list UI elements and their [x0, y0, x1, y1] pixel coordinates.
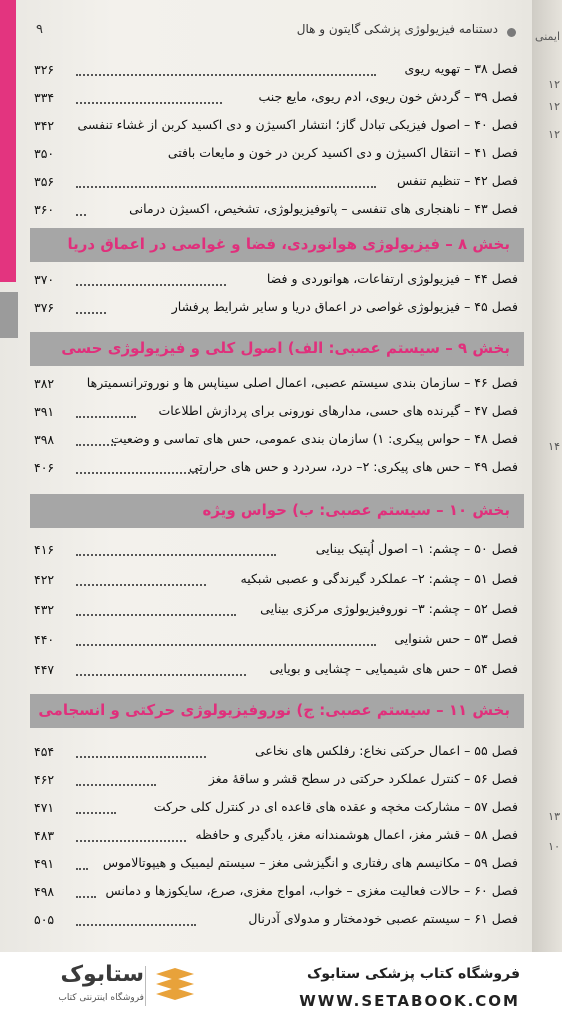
- chapter-title: فصل ۴۵ – فیزیولوژی غواصی در اعماق دریا و سایر شرایط پرفشار: [171, 299, 518, 314]
- page-header: [36, 22, 516, 46]
- chapter-page: ۳۸۲: [34, 376, 55, 391]
- chapter-title: فصل ۵۲ – چشم: ۳– نوروفیزیولوژی مرکزی بینایی: [260, 601, 518, 616]
- dot-leader: [76, 924, 196, 926]
- part-heading: [30, 332, 524, 366]
- toc-row: [28, 112, 524, 140]
- chapter-title: فصل ۴۳ – ناهنجاری های تنفسی – پاتوفیزیولوژی، تشخیص، اکسیژن درمانی: [129, 201, 518, 216]
- chapter-page: ۳۹۸: [34, 432, 55, 447]
- part-title: بخش ۹ – سیستم عصبی: الف) اصول کلی و فیزیولوژی حسی: [61, 339, 510, 357]
- toc-row: [28, 140, 524, 168]
- bullet-icon: [507, 28, 516, 37]
- chapter-title: فصل ۵۰ – چشم: ۱– اصول اُپتیک بینایی: [315, 541, 518, 556]
- toc-row: [28, 84, 524, 112]
- chapter-page: ۴۹۱: [34, 856, 55, 871]
- edge-text: ۱۲: [548, 128, 560, 141]
- chapter-page: ۳۶۰: [34, 202, 55, 217]
- chapter-title: فصل ۵۵ – اعمال حرکتی نخاع: رفلکس های نخاعی: [254, 743, 518, 758]
- chapter-title: فصل ۳۹ – گردش خون ریوی، ادم ریوی، مایع جنب: [258, 89, 518, 104]
- chapter-title: فصل ۴۰ – اصول فیزیکی تبادل گاز؛ انتشار اکسیژن و دی اکسید کربن از غشاء تنفسی: [77, 117, 518, 132]
- book-stack-icon: [152, 966, 198, 1006]
- setabook-logo[interactable]: [18, 962, 144, 1010]
- shop-name: فروشگاه کتاب پزشکی ستابوک: [307, 966, 520, 982]
- chapter-page: ۳۹۱: [34, 404, 55, 419]
- chapter-page: ۴۹۸: [34, 884, 55, 899]
- chapter-title: فصل ۶۱ – سیستم عصبی خودمختار و مدولای آدرنال: [248, 911, 518, 926]
- chapter-page: ۳۳۴: [34, 90, 55, 105]
- dot-leader: [76, 756, 206, 758]
- dot-leader: [76, 214, 86, 216]
- website-link[interactable]: WWW.SETABOOK.COM: [299, 992, 520, 1010]
- toc-row: [28, 398, 524, 426]
- chapter-title: فصل ۵۴ – حس های شیمیایی – چشایی و بویایی: [269, 661, 518, 676]
- chapter-page: ۴۳۲: [34, 602, 55, 617]
- toc-row: [28, 626, 524, 654]
- chapter-page: ۴۵۴: [34, 744, 55, 759]
- toc-row: [28, 56, 524, 84]
- toc-row: [28, 850, 524, 878]
- chapter-page: ۳۷۰: [34, 272, 55, 287]
- adjacent-page-edge: [532, 0, 562, 952]
- toc-row: [28, 738, 524, 766]
- edge-text: ایمنی: [535, 30, 560, 43]
- chapter-title: فصل ۵۹ – مکانیسم های رفتاری و انگیزشی مغز – سیستم لیمبیک و هیپوتالاموس: [102, 855, 518, 870]
- dot-leader: [76, 784, 156, 786]
- chapter-page: ۳۵۶: [34, 174, 55, 189]
- chapter-page: ۵۰۵: [34, 912, 55, 927]
- dot-leader: [76, 312, 106, 314]
- dot-leader: [76, 614, 236, 616]
- toc-row: [28, 370, 524, 398]
- logo-divider: [145, 966, 146, 1006]
- toc-row: [28, 266, 524, 294]
- chapter-title: فصل ۵۸ – قشر مغز، اعمال هوشمندانه مغز، یادگیری و حافظه: [195, 827, 518, 842]
- toc-row: [28, 426, 524, 454]
- dot-leader: [76, 102, 222, 104]
- chapter-title: فصل ۴۹ – حس های پیکری: ۲– درد، سردرد و حس های حرارتی: [188, 459, 518, 474]
- edge-text: ۱۳: [548, 810, 560, 823]
- part-heading: [30, 228, 524, 262]
- chapter-page: ۴۴۰: [34, 632, 55, 647]
- page-number: ۹: [36, 22, 43, 37]
- chapter-title: فصل ۴۴ – فیزیولوژی ارتفاعات، هوانوردی و فضا: [266, 271, 518, 286]
- toc-row: [28, 168, 524, 196]
- dot-leader: [76, 186, 376, 188]
- dot-leader: [76, 584, 206, 586]
- part-heading: [30, 494, 524, 528]
- chapter-page: ۳۲۶: [34, 62, 55, 77]
- dot-leader: [76, 472, 206, 474]
- book-title: دستنامه فیزیولوژی پزشکی گایتون و هال: [296, 22, 498, 36]
- chapter-page: ۴۲۲: [34, 572, 55, 587]
- chapter-title: فصل ۳۸ – تهویه ریوی: [404, 61, 518, 76]
- chapter-title: فصل ۵۶ – کنترل عملکرد حرکتی در سطح قشر و ساقهٔ مغز: [208, 771, 518, 786]
- toc-row: [28, 536, 524, 564]
- chapter-title: فصل ۵۳ – حس شنوایی: [394, 631, 518, 646]
- toc-row: [28, 566, 524, 594]
- logo-wordmark: ستابوک: [60, 962, 144, 987]
- chapter-page: ۴۸۳: [34, 828, 55, 843]
- edge-text: ۱۰: [548, 840, 560, 853]
- dot-leader: [76, 896, 96, 898]
- toc-row: [28, 596, 524, 624]
- chapter-title: فصل ۶۰ – حالات فعالیت مغزی – خواب، امواج مغزی، صرع، سایکوزها و دمانس: [105, 883, 518, 898]
- toc-row: [28, 196, 524, 224]
- chapter-page: ۴۷۱: [34, 800, 55, 815]
- toc-row: [28, 794, 524, 822]
- edge-text: ۱۴: [548, 440, 560, 453]
- toc-row: [28, 766, 524, 794]
- chapter-page: ۳۴۲: [34, 118, 55, 133]
- gray-edge-tab: [0, 292, 18, 338]
- part-title: بخش ۸ – فیزیولوژی هوانوردی، فضا و غواصی در اعماق دریا: [67, 235, 510, 253]
- chapter-title: فصل ۵۱ – چشم: ۲– عملکرد گیرندگی و عصبی شبکیه: [240, 571, 518, 586]
- chapter-title: فصل ۴۸ – حواس پیکری: ۱) سازمان بندی عمومی، حس های تماسی و وضعیت: [110, 431, 518, 446]
- dot-leader: [76, 840, 186, 842]
- chapter-title: فصل ۴۲ – تنظیم تنفس: [397, 173, 518, 188]
- dot-leader: [76, 284, 226, 286]
- watermark-footer: [0, 952, 562, 1024]
- chapter-title: فصل ۴۱ – انتقال اکسیژن و دی اکسید کربن در خون و مایعات بافتی: [167, 145, 518, 160]
- chapter-page: ۴۶۲: [34, 772, 55, 787]
- chapter-page: ۳۵۰: [34, 146, 55, 161]
- toc-row: [28, 454, 524, 482]
- dot-leader: [76, 416, 136, 418]
- dot-leader: [76, 554, 276, 556]
- toc-row: [28, 822, 524, 850]
- dot-leader: [76, 674, 246, 676]
- chapter-page: ۴۰۶: [34, 460, 55, 475]
- toc-row: [28, 656, 524, 684]
- dot-leader: [76, 74, 376, 76]
- dot-leader: [76, 444, 116, 446]
- part-title: بخش ۱۰ – سیستم عصبی: ب) حواس ویژه: [202, 501, 510, 519]
- pink-edge-strip: [0, 0, 16, 282]
- edge-text: ۱۲: [548, 78, 560, 91]
- edge-text: ۱۲: [548, 100, 560, 113]
- chapter-title: فصل ۴۷ – گیرنده های حسی، مدارهای نورونی برای پردازش اطلاعات: [158, 403, 518, 418]
- chapter-page: ۳۷۶: [34, 300, 55, 315]
- chapter-title: فصل ۴۶ – سازمان بندی سیستم عصبی، اعمال اصلی سیناپس ها و نوروترانسمیترها: [86, 375, 518, 390]
- dot-leader: [76, 812, 116, 814]
- part-title: بخش ۱۱ – سیستم عصبی: ج) نوروفیزیولوژی حرکتی و انسجامی: [38, 701, 510, 719]
- chapter-page: ۴۴۷: [34, 662, 55, 677]
- toc-row: [28, 294, 524, 322]
- logo-tagline: فروشگاه اینترنتی کتاب: [58, 993, 144, 1003]
- chapter-page: ۴۱۶: [34, 542, 55, 557]
- dot-leader: [76, 644, 376, 646]
- toc-row: [28, 878, 524, 906]
- part-heading: [30, 694, 524, 728]
- toc-row: [28, 906, 524, 934]
- dot-leader: [76, 868, 88, 870]
- chapter-title: فصل ۵۷ – مشارکت مخچه و عقده های قاعده ای در کنترل کلی حرکت: [153, 799, 518, 814]
